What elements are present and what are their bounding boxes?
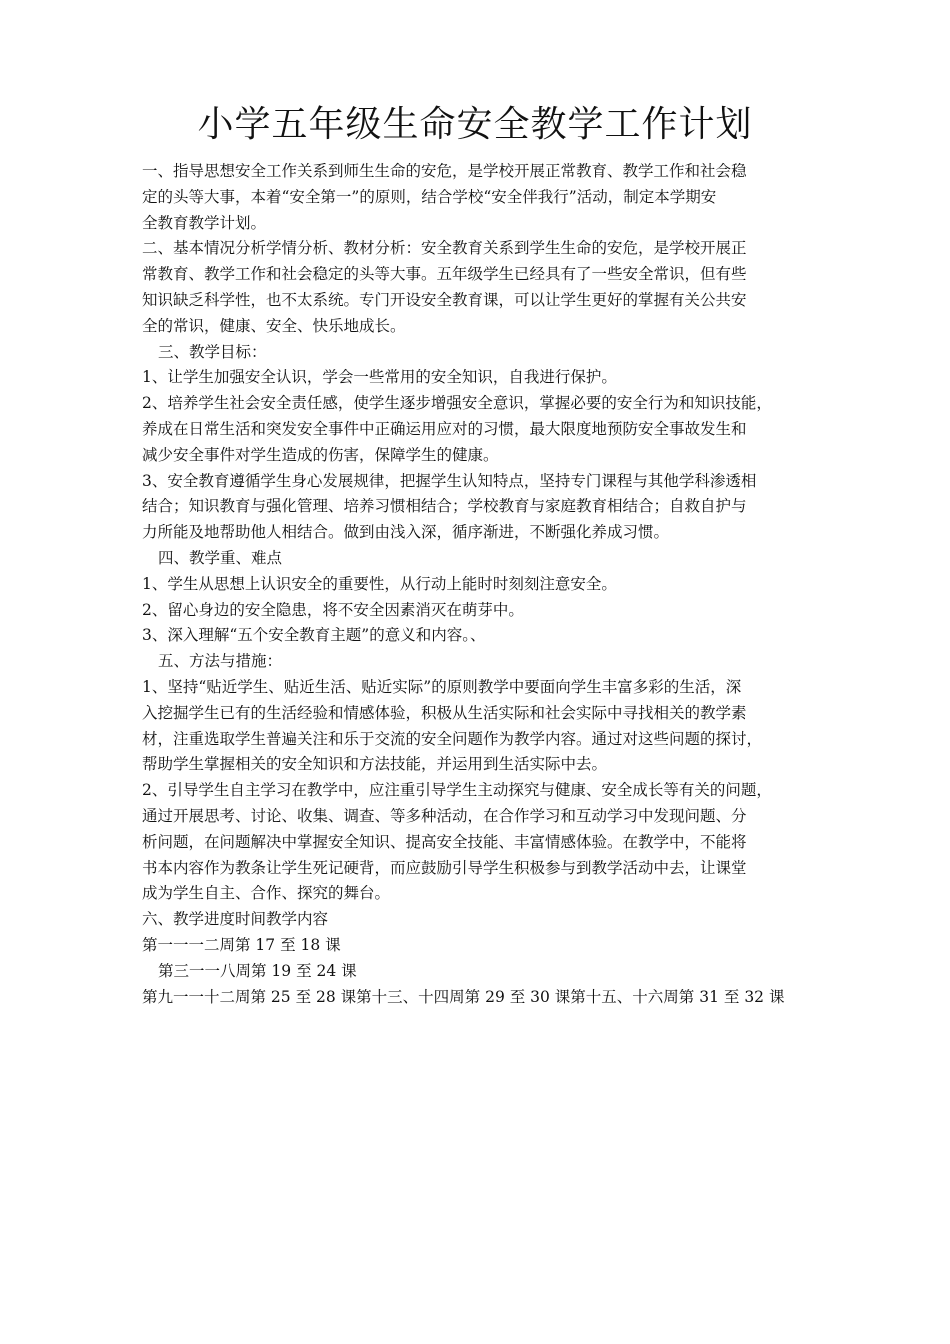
- paragraph-line: 2、引导学生自主学习在教学中，应注重引导学生主动探究与健康、安全成长等有关的问题，: [142, 781, 772, 800]
- paragraph-line: 养成在日常生活和突发安全事件中正确运用应对的习惯，最大限度地预防安全事故发生和: [142, 419, 747, 438]
- section-heading: 四、教学重、难点: [158, 548, 283, 567]
- document-title: 小学五年级生命安全教学工作计划: [197, 104, 753, 145]
- paragraph-line: 全的常识，健康、安全、快乐地成长。: [142, 316, 406, 335]
- paragraph-line: 入挖掘学生已有的生活经验和情感体验，积极从生活实际和社会实际中寻找相关的教学素: [142, 703, 747, 722]
- section-heading: 五、方法与措施：: [158, 652, 283, 671]
- paragraph-line: 2、培养学生社会安全责任感，使学生逐步增强安全意识，掌握必要的安全行为和知识技能，: [142, 394, 772, 413]
- paragraph-line: 2、留心身边的安全隐患，将不安全因素消灭在萌芽中。: [142, 600, 524, 619]
- schedule-line: 第一一一二周第 17 至 18 课: [142, 935, 341, 954]
- paragraph-line: 3、安全教育遵循学生身心发展规律，把握学生认知特点，坚持专门课程与其他学科渗透相: [142, 471, 757, 490]
- paragraph-line: 帮助学生掌握相关的安全知识和方法技能，并运用到生活实际中去。: [142, 755, 608, 774]
- paragraph-line: 1、让学生加强安全认识，学会一些常用的安全知识，自我进行保护。: [142, 368, 617, 387]
- paragraph-line: 定的头等大事，本着“安全第一”的原则，结合学校“安全伴我行”活动，制定本学期安: [142, 187, 717, 206]
- schedule-line: 第九一一十二周第 25 至 28 课第十三、十四周第 29 至 30 课第十五、十六周第 31 至 32 课: [142, 987, 785, 1006]
- paragraph-line: 书本内容作为教条让学生死记硬背，而应鼓励引导学生积极参与到教学活动中去，让课堂: [142, 858, 747, 877]
- section-heading: 六、教学进度时间教学内容: [142, 910, 329, 929]
- paragraph-line: 二、基本情况分析学情分析、教材分析：安全教育关系到学生生命的安危，是学校开展正: [142, 239, 747, 258]
- paragraph-line: 知识缺乏科学性，也不太系统。专门开设安全教育课，可以让学生更好的掌握有关公共安: [142, 290, 747, 309]
- paragraph-line: 析问题，在问题解决中掌握安全知识、提高安全技能、丰富情感体验。在教学中，不能将: [142, 832, 747, 851]
- document-body: [142, 159, 832, 1010]
- paragraph-line: 常教育、教学工作和社会稳定的头等大事。五年级学生已经具有了一些安全常识，但有些: [142, 265, 747, 284]
- paragraph-line: 一、指导思想安全工作关系到师生生命的安危，是学校开展正常教育、教学工作和社会稳: [142, 162, 747, 180]
- paragraph-line: 1、学生从思想上认识安全的重要性，从行动上能时时刻刻注意安全。: [142, 574, 617, 593]
- paragraph-line: 成为学生自主、合作、探究的舞台。: [142, 884, 391, 903]
- paragraph-line: 材，注重选取学生普遍关注和乐于交流的安全问题作为教学内容。通过对这些问题的探讨，: [142, 729, 763, 748]
- paragraph-line: 通过开展思考、讨论、收集、调查、等多种活动，在合作学习和互动学习中发现问题、分: [142, 806, 747, 825]
- paragraph-line: 3、深入理解“五个安全教育主题”的意义和内容。、: [142, 626, 486, 645]
- paragraph-line: 1、坚持“贴近学生、贴近生活、贴近实际”的原则教学中要面向学生丰富多彩的生活，深: [142, 677, 742, 696]
- paragraph-line: 结合；知识教育与强化管理、培养习惯相结合；学校教育与家庭教育相结合；自救自护与: [142, 497, 747, 516]
- schedule-line: 第三一一八周第 19 至 24 课: [158, 961, 357, 980]
- paragraph-line: 全教育教学计划。: [142, 213, 267, 232]
- paragraph-line: 力所能及地帮助他人相结合。做到由浅入深，循序渐进，不断强化养成习惯。: [142, 523, 670, 542]
- section-heading: 三、教学目标：: [158, 342, 267, 361]
- paragraph-line: 减少安全事件对学生造成的伤害，保障学生的健康。: [142, 445, 499, 464]
